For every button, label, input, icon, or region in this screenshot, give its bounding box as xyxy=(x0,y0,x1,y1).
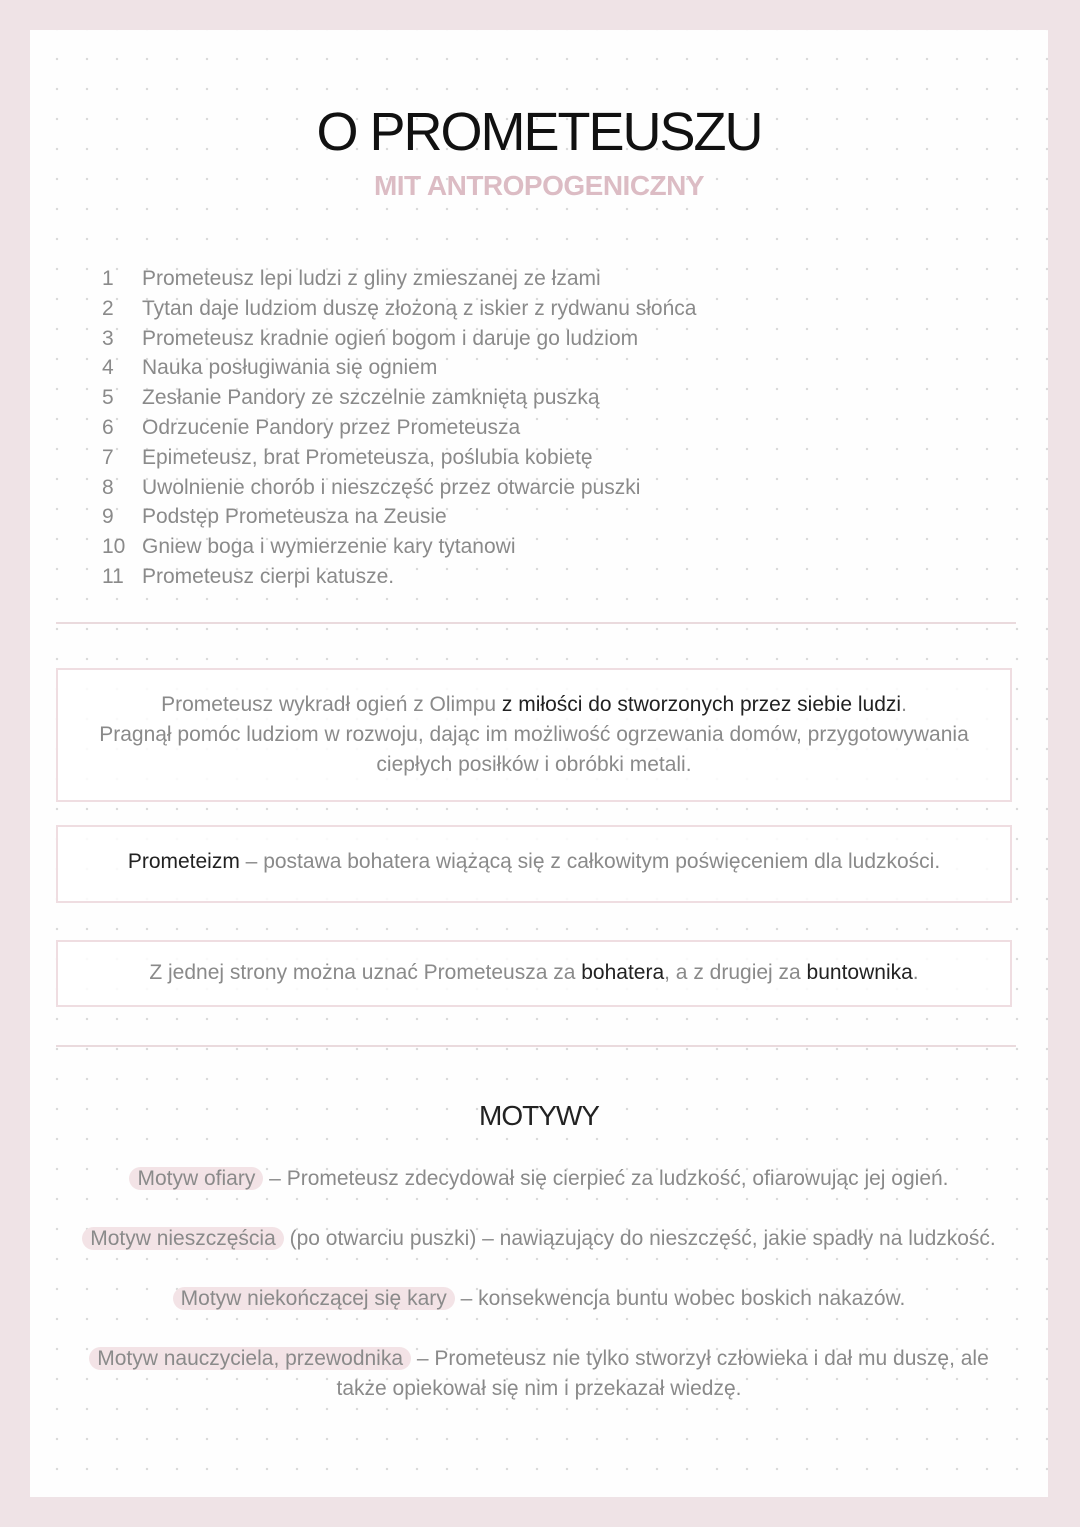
list-item xyxy=(102,383,696,413)
box-text: Prometeusz wykradł ogień z Olimpu xyxy=(161,693,502,716)
motif-text: – Prometeusz zdecydował się cierpieć za ludzkość, ofiarowując jej ogień. xyxy=(263,1167,949,1190)
step-number: 1 xyxy=(102,267,114,290)
motif-label: Motyw niekończącej się kary xyxy=(173,1287,455,1310)
prometeizm-definition-box xyxy=(56,825,1012,903)
step-text: Prometeusz lepi ludzi z gliny zmieszanej ze łzami xyxy=(142,267,601,290)
motif-text: – Prometeusz nie tylko stworzył człowieka i dał mu duszę, ale także opiekował się nim i przekazał wiedzę. xyxy=(336,1347,989,1400)
box-line: ciepłych posiłków i obróbki metali. xyxy=(376,753,692,776)
step-text: Zesłanie Pandory ze szczelnie zamkniętą puszką xyxy=(142,386,600,410)
step-number: 7 xyxy=(102,445,114,469)
list-item xyxy=(102,294,696,324)
step-number: 6 xyxy=(102,415,114,439)
motif-item xyxy=(80,1164,998,1194)
list-item xyxy=(102,532,696,562)
box-emphasis: bohatera xyxy=(581,961,665,984)
step-text: Epimeteusz, brat Prometeusza, poślubia kobietę xyxy=(142,445,593,469)
step-number: 3 xyxy=(102,326,114,350)
box-line xyxy=(58,958,1010,988)
step-text: Uwolnienie chorób i nieszczęść przez otwarcie puszki xyxy=(142,475,641,499)
box-line xyxy=(58,690,1010,720)
step-number: 4 xyxy=(102,356,114,380)
step-text: Gniew boga i wymierzenie kary tytanowi xyxy=(142,535,516,559)
hero-rebel-box xyxy=(56,940,1012,1007)
page-title: O PROMETEUSZU xyxy=(316,102,762,162)
box-emphasis: buntownika xyxy=(806,961,913,984)
step-number: 10 xyxy=(102,535,126,559)
step-text: Prometeusz kradnie ogień bogom i daruje go ludziom xyxy=(142,326,639,350)
box-line: Pragnął pomóc ludziom w rozwoju, dając im możliwość ogrzewania domów, przygotowywania xyxy=(99,723,969,746)
motifs-list xyxy=(80,1164,998,1434)
motif-item xyxy=(80,1284,998,1314)
note-page xyxy=(30,30,1048,1497)
section-divider xyxy=(56,622,1016,624)
step-number: 5 xyxy=(102,386,114,410)
step-text: Prometeusz cierpi katusze. xyxy=(142,564,395,588)
plot-steps-list xyxy=(102,264,696,592)
step-number: 9 xyxy=(102,505,114,529)
box-emphasis: z miłości do stworzonych przez siebie ludzi xyxy=(501,693,902,716)
motif-item xyxy=(80,1344,998,1404)
motif-label: Motyw nieszczęścia xyxy=(82,1227,284,1250)
box-line xyxy=(58,847,1010,877)
step-number: 2 xyxy=(102,296,114,320)
motif-item xyxy=(80,1224,998,1254)
motif-text: (po otwarciu puszki) – nawiązujący do nieszczęść, jakie spadły na ludzkość. xyxy=(283,1227,996,1250)
step-number: 11 xyxy=(102,564,124,588)
step-text: Tytan daje ludziom duszę złożoną z iskier z rydwanu słońca xyxy=(142,296,697,320)
section-divider xyxy=(56,1045,1016,1047)
term-label: Prometeizm xyxy=(127,850,240,873)
step-text: Podstęp Prometeusza na Zeusie xyxy=(142,505,447,529)
list-item xyxy=(102,413,696,443)
list-item xyxy=(102,324,696,354)
box-text: , a z drugiej za xyxy=(664,961,807,984)
box-text: Z jednej strony można uznać Prometeusza za xyxy=(149,961,582,984)
list-item xyxy=(102,353,696,383)
list-item xyxy=(102,473,696,503)
list-item xyxy=(102,502,696,532)
fire-motive-box xyxy=(56,668,1012,802)
motif-label: Motyw ofiary xyxy=(129,1167,263,1190)
definition-text: – postawa bohatera wiążącą się z całkowitym poświęceniem dla ludzkości. xyxy=(239,850,941,873)
motif-text: – konsekwencja buntu wobec boskich nakazów. xyxy=(454,1287,906,1310)
step-text: Odrzucenie Pandory przez Prometeusza xyxy=(142,415,521,439)
page-subtitle: MIT ANTROPOGENICZNY xyxy=(373,170,705,201)
box-text: . xyxy=(901,693,907,716)
list-item xyxy=(102,443,696,473)
motif-label: Motyw nauczyciela, przewodnika xyxy=(89,1347,411,1370)
list-item xyxy=(102,562,696,592)
step-text: Nauka posługiwania się ogniem xyxy=(142,356,438,380)
box-text: . xyxy=(912,961,919,984)
list-item xyxy=(102,264,696,294)
step-number: 8 xyxy=(102,475,114,499)
motifs-heading: MOTYWY xyxy=(479,1100,599,1131)
